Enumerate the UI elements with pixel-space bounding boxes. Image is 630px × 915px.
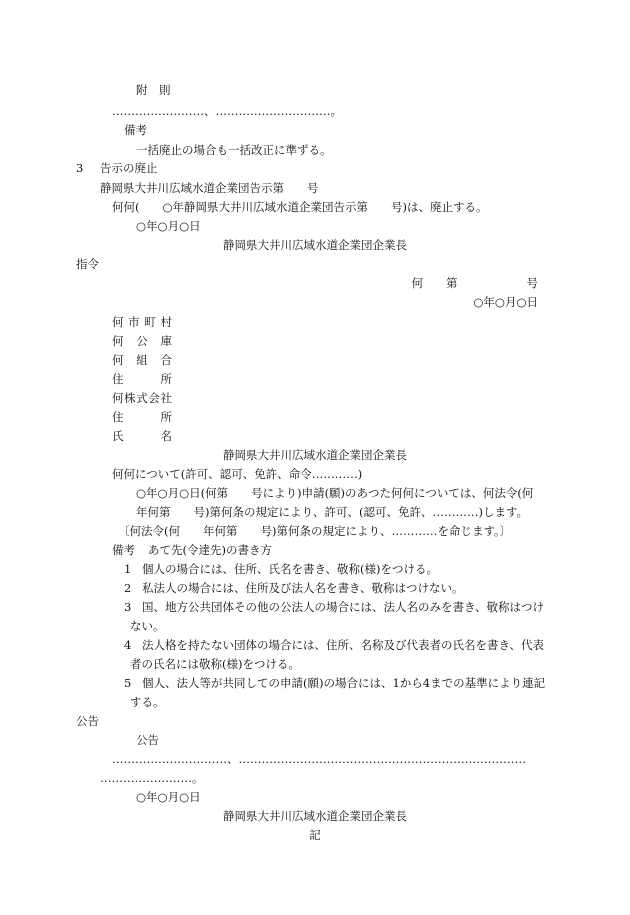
note-2-text: 私法人の場合には、住所及び法人名を書き、敬称はつけない。: [142, 581, 464, 595]
shirei-subject: 何何について(許可、認可、免許、命令…………): [112, 467, 363, 481]
note-5-number: 5: [124, 676, 132, 690]
shirei-biko-title: あて先(令達先)の書き方: [148, 543, 272, 557]
fusoku-dots-line: ……………………、…………………………。: [112, 104, 342, 118]
note-3-text-cont: ない。: [130, 619, 165, 633]
shirei-date: ○年○月○日: [473, 295, 538, 309]
note-3-text: 国、地方公共団体その他の公法人の場合には、法人名のみを書き、敬称はつけ: [142, 600, 545, 614]
note-4-text-cont: 者の氏名には敬称(様)をつける。: [130, 657, 300, 671]
note-4-number: 4: [124, 638, 132, 652]
shirei-heading: 指令: [76, 257, 99, 271]
addressee-city: 何市町村: [112, 315, 172, 329]
shirei-signer: 静岡県大井川広域水道企業団企業長: [223, 448, 407, 462]
section3-title: 告示の廃止: [100, 161, 158, 175]
koukoku-dots-line-2: ……………………。: [100, 771, 204, 785]
koukoku-subheading: 公告: [136, 733, 159, 747]
note-1-text: 個人の場合には、住所、氏名を書き、敬称(様)をつける。: [142, 562, 439, 576]
addressee-union: 何組合: [112, 353, 172, 367]
note-3-number: 3: [124, 600, 132, 614]
addressee-company: 何株式会社: [112, 391, 172, 405]
section3-number: 3: [76, 161, 84, 175]
note-5-text-cont: する。: [130, 695, 165, 709]
shirei-body-line-2: 年何第 号)第何条の規定により、許可、(認可、免許、…………)します。: [136, 505, 529, 519]
section3-date: ○年○月○日: [136, 219, 201, 233]
koukoku-ki: 記: [309, 828, 321, 842]
note-4-text: 法人格を持たない団体の場合には、住所、名称及び代表者の氏名を書き、代表: [142, 638, 545, 652]
note-2-number: 2: [124, 581, 132, 595]
shirei-body-line-1: ○年○月○日(何第 号により)申請(願)のあつた何何については、何法令(何: [136, 486, 534, 500]
shirei-biko-label: 備考: [112, 543, 135, 557]
section3-notice-title: 静岡県大井川広域水道企業団告示第 号: [100, 181, 319, 195]
koukoku-date: ○年○月○日: [136, 790, 201, 804]
addressee-address-2: 住所: [112, 410, 172, 424]
addressee-name: 氏名: [112, 429, 172, 443]
koukoku-signer: 静岡県大井川広域水道企業団企業長: [223, 809, 407, 823]
koukoku-heading: 公告: [76, 714, 99, 728]
note-1-number: 1: [124, 562, 132, 576]
koukoku-dots-line-1: …………………………、…………………………………………………………………: [112, 752, 526, 766]
fusoku-biko-text: 一括廃止の場合も一括改正に準ずる。: [136, 143, 332, 157]
addressee-public-corp: 何公庫: [112, 334, 172, 348]
shirei-number: 何 第 号: [411, 276, 538, 290]
note-5-text: 個人、法人等が共同しての申請(願)の場合には、1から4までの基準により連記: [142, 676, 546, 690]
section3-signer: 静岡県大井川広域水道企業団企業長: [223, 238, 407, 252]
addressee-address-1: 住所: [112, 372, 172, 386]
section3-body: 何何( ○年静岡県大井川広域水道企業団告示第 号)は、廃止する。: [112, 200, 488, 214]
shirei-body-line-3: 〔何法令(何 年何第 号)第何条の規定により、…………を命じます。〕: [118, 524, 512, 538]
fusoku-biko-label: 備考: [124, 123, 147, 137]
fusoku-heading: 附 則: [136, 83, 171, 97]
